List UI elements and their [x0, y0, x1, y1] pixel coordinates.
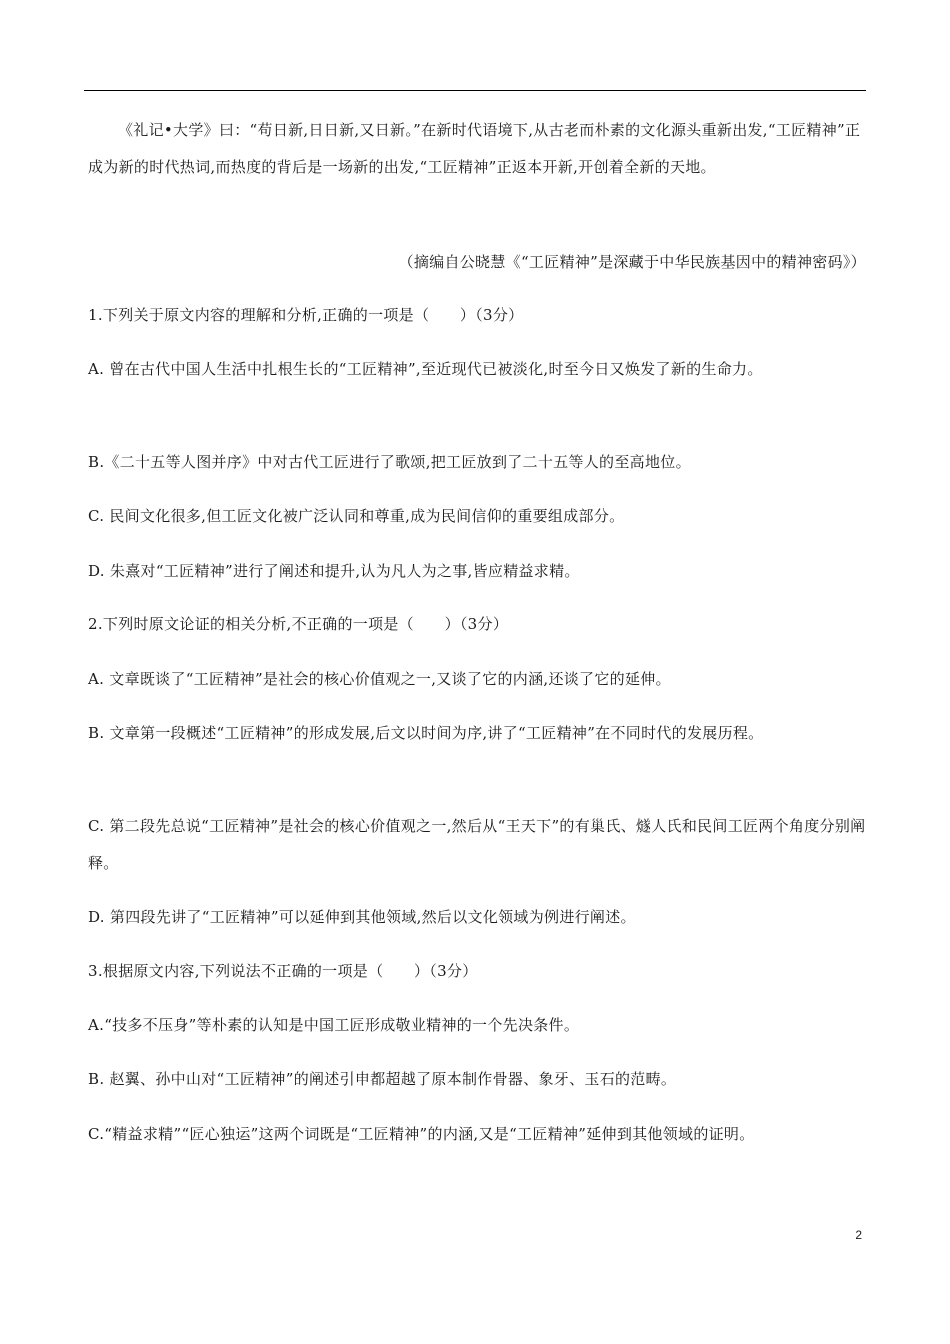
question-2-option-b: B. 文章第一段概述“工匠精神”的形成发展,后文以时间为序,讲了“工匠精神”在不同时代的发展历程。 — [88, 724, 764, 742]
intro-paragraph: 《礼记•大学》曰：“苟日新,日日新,又日新。”在新时代语境下,从古老而朴素的文化源头重新出发,“工匠精神”正成为新的时代热词,而热度的背后是一场新的出发,“工匠精神”正返本开新,开创着全新的天地。 — [88, 121, 861, 176]
source-citation: （摘编自公晓慧《“工匠精神”是深藏于中华民族基因中的精神密码》） — [398, 253, 866, 271]
question-3-option-b: B. 赵翼、孙中山对“工匠精神”的阐述引申都超越了原本制作骨器、象牙、玉石的范畴。 — [88, 1070, 677, 1088]
question-1-option-c: C. 民间文化很多,但工匠文化被广泛认同和尊重,成为民间信仰的重要组成部分。 — [88, 507, 625, 525]
question-2-stem: 2.下列时原文论证的相关分析,不正确的一项是（ ）（3分） — [88, 615, 509, 633]
question-3-option-a: A.“技多不压身”等朴素的认知是中国工匠形成敬业精神的一个先决条件。 — [88, 1016, 580, 1034]
question-1-option-b: B.《二十五等人图并序》中对古代工匠进行了歌颂,把工匠放到了二十五等人的至高地位。 — [88, 453, 691, 471]
page-number: 2 — [855, 1228, 862, 1242]
question-1-option-a: A. 曾在古代中国人生活中扎根生长的“工匠精神”,至近现代已被淡化,时至今日又焕发了新的生命力。 — [88, 360, 763, 378]
question-1-option-d: D. 朱熹对“工匠精神”进行了阐述和提升,认为凡人为之事,皆应精益求精。 — [88, 562, 580, 580]
question-3-option-c: C.“精益求精”“匠心独运”这两个词既是“工匠精神”的内涵,又是“工匠精神”延伸到其他领域的证明。 — [88, 1125, 755, 1143]
question-2-option-d: D. 第四段先讲了“工匠精神”可以延伸到其他领域,然后以文化领域为例进行阐述。 — [88, 908, 636, 926]
question-1-stem: 1.下列关于原文内容的理解和分析,正确的一项是（ ）（3分） — [88, 306, 524, 324]
question-3-stem: 3.根据原文内容,下列说法不正确的一项是（ ）（3分） — [88, 962, 478, 980]
question-2-option-a: A. 文章既谈了“工匠精神”是社会的核心价值观之一,又谈了它的内涵,还谈了它的延伸。 — [88, 670, 671, 688]
question-2-option-c: C. 第二段先总说“工匠精神”是社会的核心价值观之一,然后从“王天下”的有巢氏、燧人氏和民间工匠两个角度分别阐释。 — [88, 817, 866, 872]
header-rule — [84, 90, 866, 91]
